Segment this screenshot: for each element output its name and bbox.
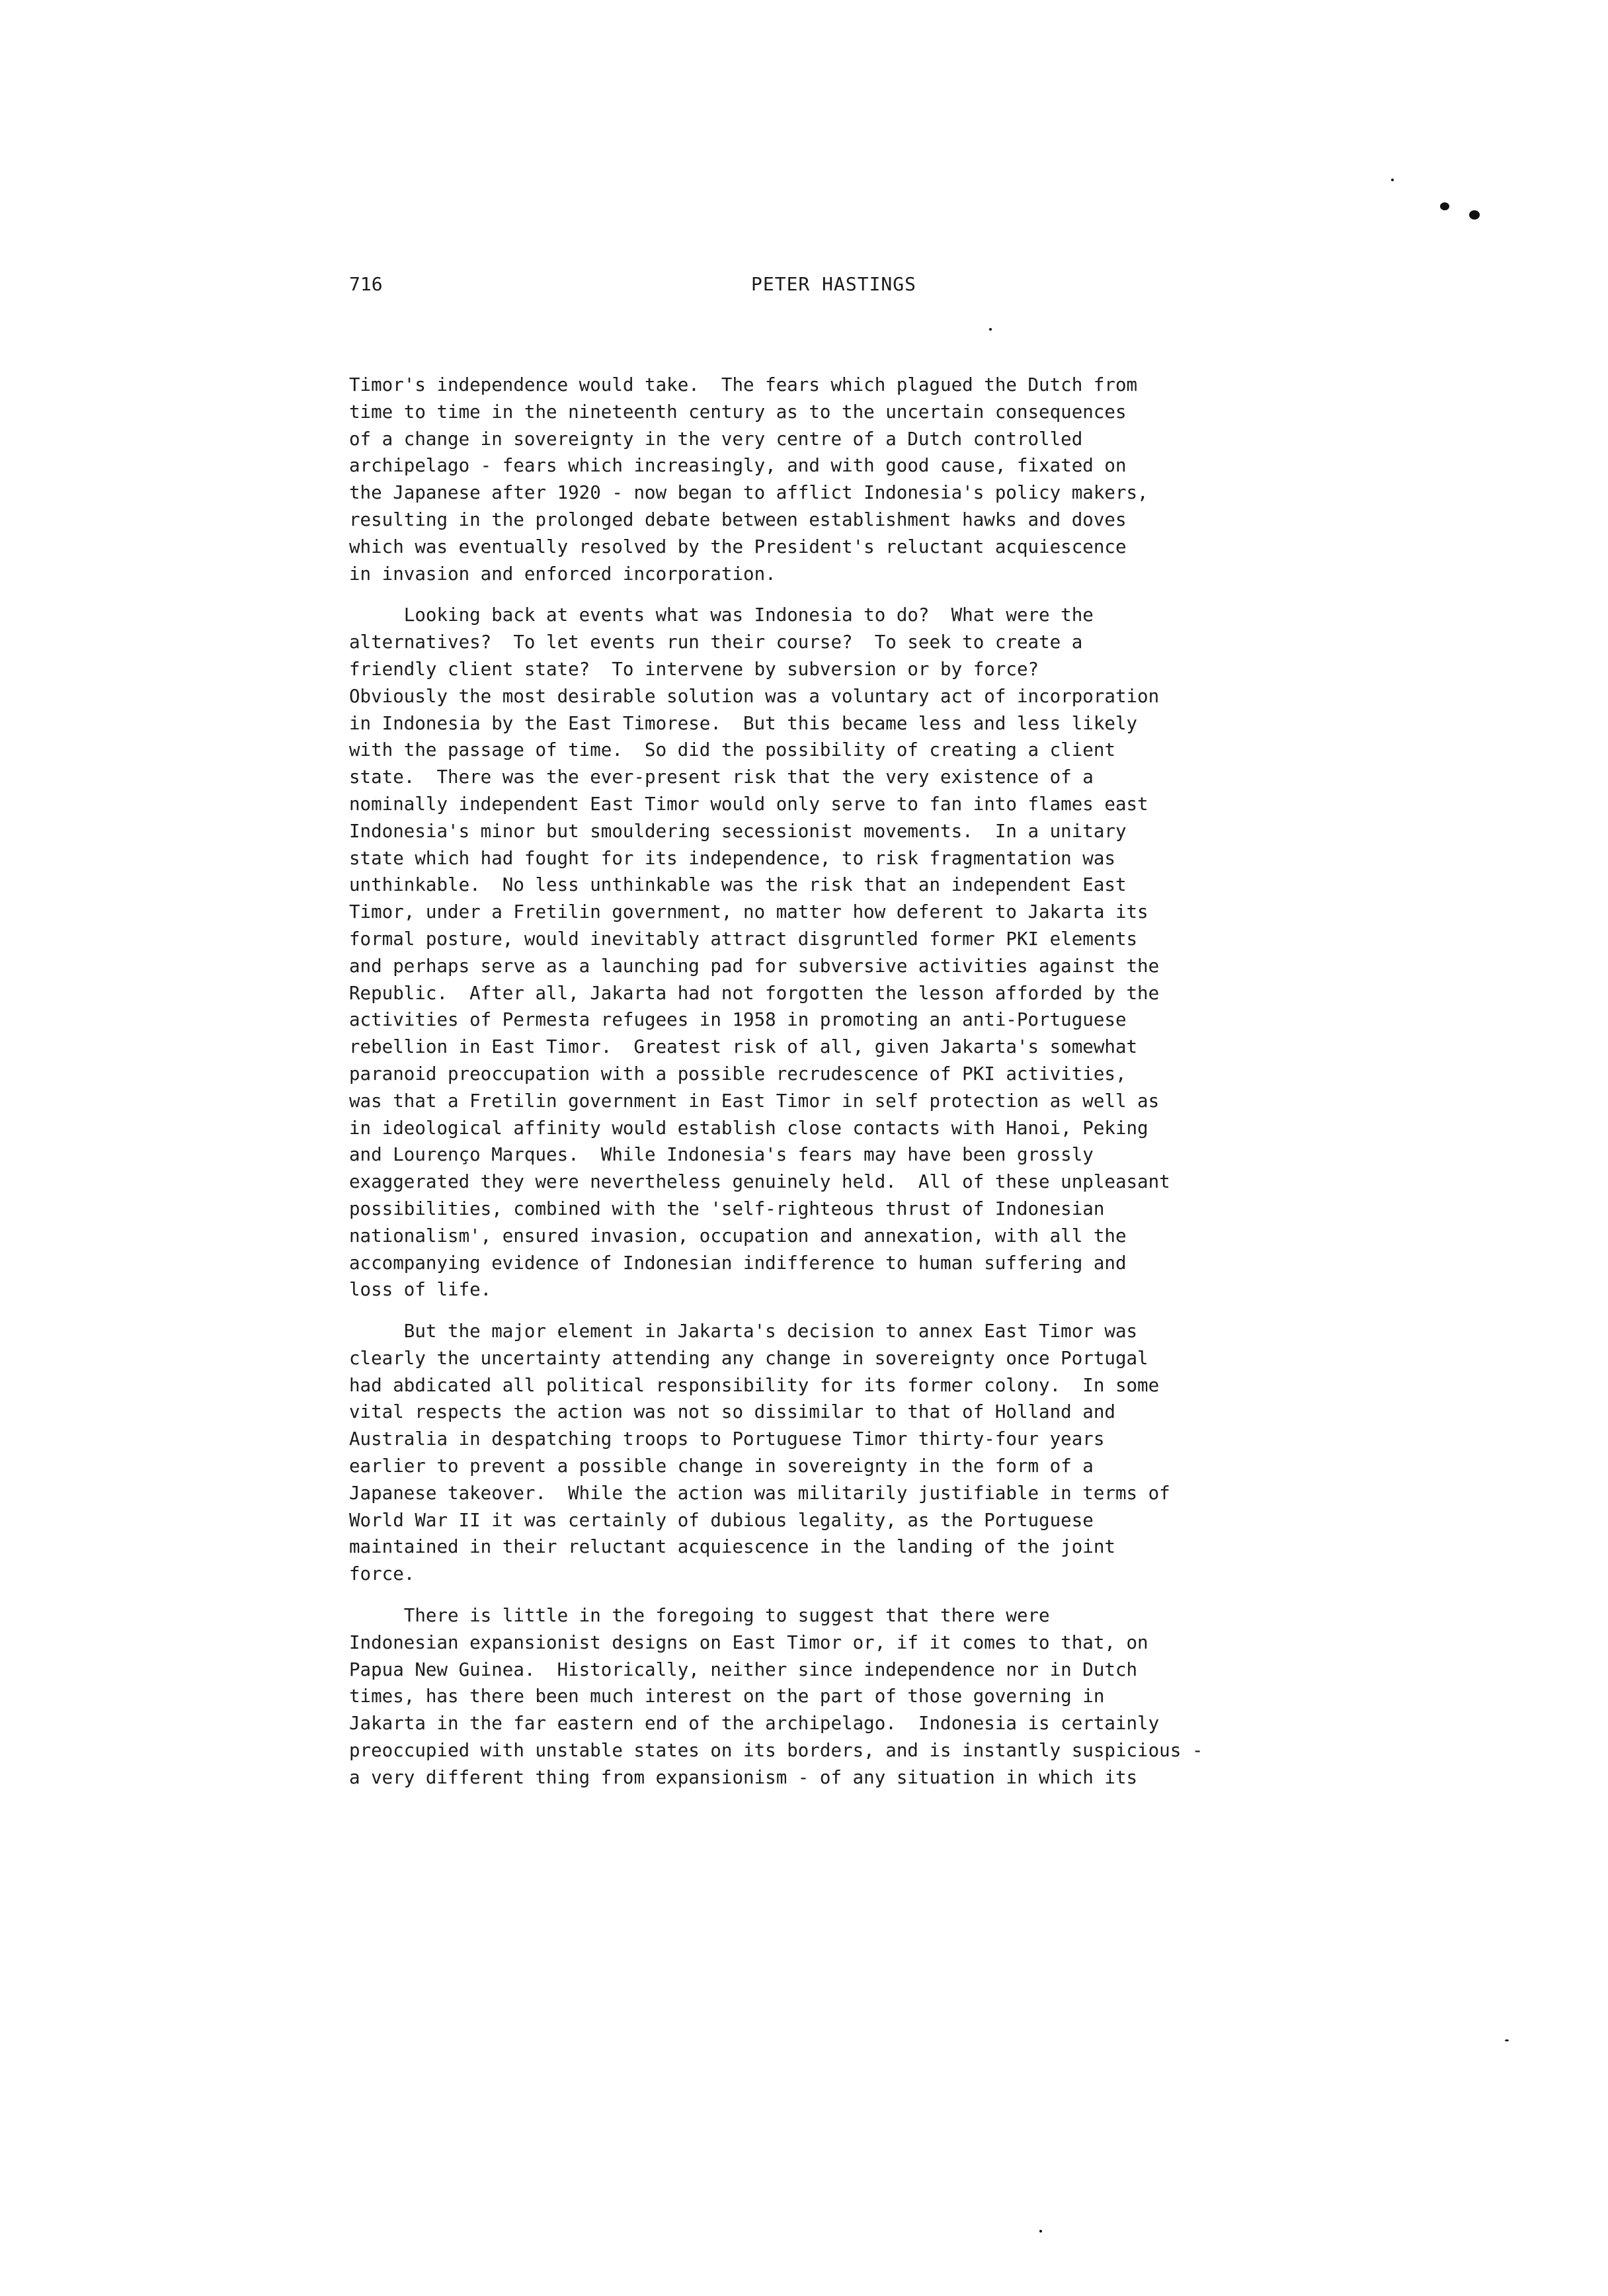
page-header — [349, 268, 1374, 300]
scan-speck — [989, 328, 992, 331]
paragraph: Looking back at events what was Indonesia to do? What were the alternatives? To let events run their course? To seek to create a friendly client state? To intervene by subversion or by force? Obviously the most desirable solution was a voluntary act of incorporation in Indonesia by the East Timorese. But this became less and less likely with the passage of time. So did the possibility of creating a client state. There was the ever-present risk that the very existence of a nominally independent East Timor would only serve to fan into flames east Indonesia's minor but smouldering secessionist movements. In a unitary state which had fought for its independence, to risk fragmentation was unthinkable. No less unthinkable was the risk that an independent East Timor, under a Fretilin government, no matter how deferent to Jakarta its formal posture, would inevitably attract disgruntled former PKI elements and perhaps serve as a launching pad for subversive activities against the Republic. After all, Jakarta had not forgotten the lesson afforded by the activities of Permesta refugees in 1958 in promoting an anti-Portuguese rebellion in East Timor. Greatest risk of all, given Jakarta's somewhat paranoid preoccupation with a possible recrudescence of PKI activities, was that a Fretilin government in East Timor in self protection as well as in ideological affinity would establish close contacts with Hanoi, Peking and Lourenço Marques. While Indonesia's fears may have been grossly exaggerated they were nevertheless genuinely held. All of these unpleasant possibilities, combined with the 'self-righteous thrust of Indonesian nationalism', ensured invasion, occupation and annexation, with all the accompanying evidence of Indonesian indifference to human suffering and loss of life. — [349, 604, 1170, 1301]
running-head: PETER HASTINGS — [751, 273, 917, 295]
page-number: 716 — [349, 273, 383, 295]
scan-speck — [1391, 179, 1394, 181]
paragraph: Timor's independence would take. The fears which plagued the Dutch from time to time in the nineteenth century as to the uncertain consequences of a change in sovereignty in the very centre of a Dutch controlled archipelago - fears which increasingly, and with good cause, fixated on the Japanese after 1920 - now began to afflict Indonesia's policy makers, resulting in the prolonged debate between establishment hawks and doves which was eventually resolved by the President's reluctant acquiescence in invasion and enforced incorporation. — [349, 374, 1148, 585]
scan-speck — [1440, 202, 1449, 210]
paragraph: But the major element in Jakarta's decision to annex East Timor was clearly the uncertainty attending any change in sovereignty once Portugal had abdicated all political responsibility for its former colony. In some vital respects the action was not so dissimilar to that of Holland and Australia in despatching troops to Portuguese Timor thirty-four years earlier to prevent a possible change in sovereignty in the form of a Japanese takeover. While the action was militarily justifiable in terms of World War II it was certainly of dubious legality, as the Portuguese maintained in their reluctant acquiescence in the landing of the joint force. — [349, 1321, 1170, 1585]
scan-speck — [1039, 2230, 1042, 2233]
paragraph: There is little in the foregoing to suggest that there were Indonesian expansionist designs on East Timor or, if it comes to that, on Papua New Guinea. Historically, neither since independence nor in Dutch times, has there been much interest on the part of those governing in Jakarta in the far eastern end of the archipelago. Indonesia is certainly preoccupied with unstable states on its borders, and is instantly suspicious - a very different thing from expansionism - of any situation in which its — [349, 1605, 1203, 1788]
scan-speck — [1469, 210, 1480, 220]
scan-speck — [1505, 2039, 1509, 2041]
body-text — [349, 372, 1381, 1806]
